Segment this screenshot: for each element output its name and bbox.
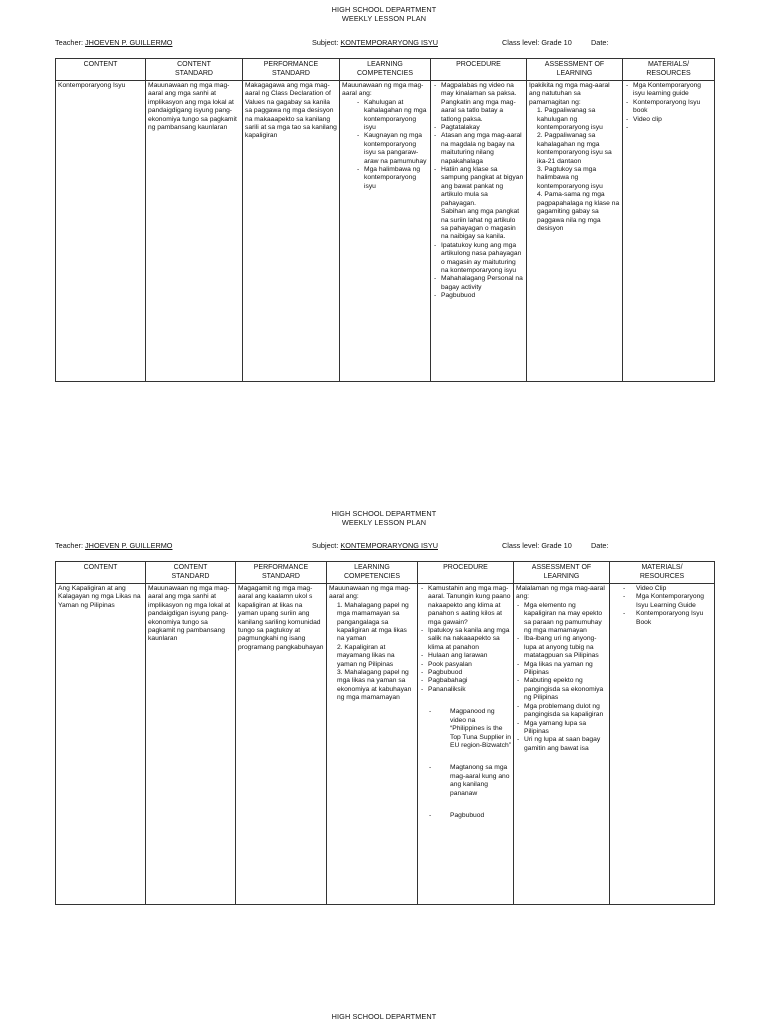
teacher-line — [55, 541, 172, 550]
list-item: - Kahulugan at kahalagahan ng mga kontemporaryong isyu — [356, 99, 428, 133]
department-title: HIGH SCHOOL DEPARTMENT — [331, 1012, 437, 1021]
lesson-plan-table-1 — [55, 58, 715, 382]
plan-title: WEEKLY LESSON PLAN — [341, 518, 427, 527]
list-item: - Video Clip — [622, 585, 712, 593]
col-procedure: PROCEDURE — [431, 59, 527, 81]
content-cell: Ang Kapaligiran at ang Kalagayan ng mga Likas na Yaman ng Pilipinas — [56, 584, 146, 905]
materials-cell — [610, 584, 715, 905]
list-item: 4. Pama-sama ng mga pagpapahalaga ng klase na gagamiting gabay sa paggawa nila ng mga desisyon — [537, 191, 620, 232]
list-item: - Pagtatalakay — [433, 124, 524, 132]
procedure-paragraph: Sabihan ang mga pangkat na suriin lahat ng artikulo sa pahayagan o magasin na naibigay sa kanila. — [441, 208, 520, 241]
subject-name: KONTEMPORARYONG ISYU — [340, 541, 438, 550]
col-assessment: ASSESSMENT OF LEARNING — [514, 562, 610, 584]
list-item: 1. Mahalagang papel ng mga mamamayan sa pangangalaga sa kapaligiran at mga likas na yaman — [337, 601, 409, 643]
teacher-name: JHOEVEN P. GUILLERMO — [85, 541, 173, 550]
list-item: - Mga problemang dulot ng pangingisda sa kapaligiran — [516, 703, 607, 720]
subject-line — [312, 541, 438, 550]
teacher-label: Teacher: — [55, 38, 83, 47]
materials-cell — [623, 81, 715, 382]
department-title: HIGH SCHOOL DEPARTMENT — [331, 5, 437, 14]
assessment-intro: Malalaman ng mga mag-aaral ang: — [516, 585, 605, 601]
class-level-value: Grade 10 — [541, 38, 572, 47]
list-item: - Video clip — [625, 116, 712, 124]
teacher-label: Teacher: — [55, 541, 83, 550]
list-item: - Kontemporaryong Isyu book — [625, 99, 712, 116]
assessment-cell — [514, 584, 610, 905]
plan-title: WEEKLY LESSON PLAN — [341, 14, 427, 23]
col-procedure: PROCEDURE — [418, 562, 514, 584]
list-item: 3. Mahalagang papel ng mga likas na yaman sa ekonomiya at kabuhayan ng mga mamamayan — [337, 669, 412, 702]
list-item: - Iba-ibang uri ng anyong-lupa at anyong tubig na matatagpuan sa Pilipinas — [516, 635, 607, 660]
performance-standard-cell: Makagagawa ang mga mag-aaral ng Class Declaration of Values na gagabay sa kanila sa paggawa ng mga desisyon na makaaapekto sa kanilang sarili at sa mga tao sa kanilang kapaligiran — [243, 81, 340, 382]
col-assessment: ASSESSMENT OF LEARNING — [527, 59, 623, 81]
list-item: - Mabuting epekto ng pangingisda sa ekonomiya ng Pilipinas — [516, 677, 607, 702]
class-level-label: Class level: — [502, 541, 540, 550]
list-item: - Mga Kontemporaryong isyu learning guide — [625, 82, 712, 99]
col-performance-standard: PERFORMANCE STANDARD — [243, 59, 340, 81]
subject-line — [312, 38, 438, 47]
subject-name: KONTEMPORARYONG ISYU — [340, 38, 438, 47]
list-item: - Hatiin ang klase sa sampung pangkat at bigyan ang bawat pankat ng artikulo mula sa pahayagan. — [433, 166, 524, 208]
performance-standard-cell: Magagamit ng mga mag-aaral ang kaalamn ukol s kapaligiran at likas na yaman upang suriin ang kanilang sariling komunidad tungo sa pagtukoy at pagmungkahi ng isang programang pangkabuhayan — [236, 584, 327, 905]
list-item: - Mga yamang lupa sa Pilipinas — [516, 720, 607, 737]
competencies-cell — [340, 81, 431, 382]
content-standard-cell: Mauunawaan ng mga mag-aaral ang mga sanhi at implikasyon ang mga lokal at pandaigdigang isyung pang-ekonomiya tungo sa pagkamit ng pambansang kaunlaran — [146, 81, 243, 382]
list-item: - Pagbubuod — [433, 292, 524, 300]
list-item: - Kaugnayan ng mga kontemporaryong isyu sa pangaraw-araw na pamumuhay — [356, 132, 428, 166]
list-item: - Hulaan ang larawan — [420, 652, 511, 660]
list-item: - Kamustahin ang mga mag-aaral. Tanungin kung paano nakaapekto ang klima at panahon s aating kilos at mga gawain? — [420, 585, 511, 627]
list-item: - Mga halimbawa ng kontemporaryong isyu — [356, 166, 428, 191]
competencies-cell — [327, 584, 418, 905]
department-title: HIGH SCHOOL DEPARTMENT — [331, 509, 437, 518]
assessment-intro: Ipakikita ng mga mag-aaral ang natutuhan sa pamamagitan ng: — [529, 82, 610, 106]
subject-label: Subject: — [312, 38, 339, 47]
teacher-line — [55, 38, 172, 47]
list-item: - Magpalabas ng video na may kinalaman sa paksa. Pangkatin ang mga mag-aaral sa tatlo batay a tatlong paksa. — [433, 82, 524, 124]
table-header-row — [56, 59, 715, 81]
plan-2-header — [0, 509, 768, 527]
procedure-cell — [431, 81, 527, 382]
col-content-standard: CONTENT STANDARD — [146, 562, 236, 584]
list-item: - Atasan ang mga mag-aaral na magdala ng bagay na maituturing nilang napakahalaga — [433, 132, 524, 166]
list-item: - Magtanong sa mga mag-aaral kung ano ang kanilang pananaw — [428, 764, 511, 798]
list-item: 1. Pagpaliwanag sa kahulugan ng kontemporaryong isyu — [537, 107, 603, 132]
col-content: CONTENT — [56, 59, 146, 81]
list-item: - Ipatukoy sa kanila ang mga salik na nakaaapekto sa klima at panahon — [420, 627, 511, 652]
teacher-name: JHOEVEN P. GUILLERMO — [85, 38, 173, 47]
list-item: - Pananaliksik — [420, 686, 511, 694]
content-cell: Kontemporaryong Isyu — [56, 81, 146, 382]
list-item: 2. Pagpaliwanag sa kahalagahan ng mga kontemporaryong isyu sa ika-21 dantaon — [537, 132, 612, 165]
procedure-cell — [418, 584, 514, 905]
class-level-label: Class level: — [502, 38, 540, 47]
list-item: - Pagbubuod — [428, 812, 511, 820]
list-item: - Mahahalagang Personal na bagay activity — [433, 275, 524, 292]
assessment-cell — [527, 81, 623, 382]
date-label: Date: — [591, 38, 609, 47]
list-item: - Mga likas na yaman ng Pilipinas — [516, 661, 607, 678]
subject-label: Subject: — [312, 541, 339, 550]
table-header-row — [56, 562, 715, 584]
plan-1-header — [0, 5, 768, 23]
class-level-value: Grade 10 — [541, 541, 572, 550]
competencies-intro: Mauunawaan ng mga mag-aaral ang: — [342, 82, 424, 98]
list-item: - Magpanood ng video na “Philippines is the Top Tuna Supplier in EU region-Bizwatch” — [428, 708, 511, 750]
table-row — [56, 584, 715, 905]
lesson-plan-table-2 — [55, 561, 715, 905]
list-item: 3. Pagtukoy sa mga halimbawa ng kontemporaryong isyu — [537, 166, 603, 190]
col-performance-standard: PERFORMANCE STANDARD — [236, 562, 327, 584]
list-item: 2. Kapaligiran at mayamang likas na yaman ng Pilipinas — [337, 643, 395, 668]
col-materials: MATERIALS/ RESOURCES — [610, 562, 715, 584]
col-materials: MATERIALS/ RESOURCES — [623, 59, 715, 81]
plan-3-header — [0, 1012, 768, 1021]
col-learning-competencies: LEARNING COMPETENCIES — [340, 59, 431, 81]
list-item: - Mga elemento ng kapaligiran na may epekto sa paraan ng pamumuhay ng mga mamamayan — [516, 602, 607, 636]
col-content: CONTENT — [56, 562, 146, 584]
col-content-standard: CONTENT STANDARD — [146, 59, 243, 81]
competencies-intro: Mauunawaan ng mga mag-aaral ang: — [329, 585, 411, 601]
list-item: - Ipatatukoy kung ang mga artikulong nasa pahayagan o magasin ay maituturing na kontemporaryong isyu — [433, 242, 524, 276]
col-learning-competencies: LEARNING COMPETENCIES — [327, 562, 418, 584]
list-item: - Pagbabahagi — [420, 677, 511, 685]
list-item: - Uri ng lupa at saan bagay gamitin ang bawat isa — [516, 736, 607, 753]
list-item: - Kontemporaryong Isyu Book — [622, 610, 712, 627]
class-level-line — [502, 541, 572, 550]
list-item: - Pook pasyalan — [420, 661, 511, 669]
list-item: - Pagbubuod — [420, 669, 511, 677]
content-standard-cell: Mauunawaan ng mga mag-aaral ang mga sanhi at implikasyon ng mga lokal at pandaigdigan isyung pang-ekonomiya tungo sa pagkamit ng pambansang kaunlaran — [146, 584, 236, 905]
class-level-line — [502, 38, 572, 47]
list-item: - Mga Kontemporaryong Isyu Learning Guide — [622, 593, 712, 610]
date-label: Date: — [591, 541, 609, 550]
table-row — [56, 81, 715, 382]
